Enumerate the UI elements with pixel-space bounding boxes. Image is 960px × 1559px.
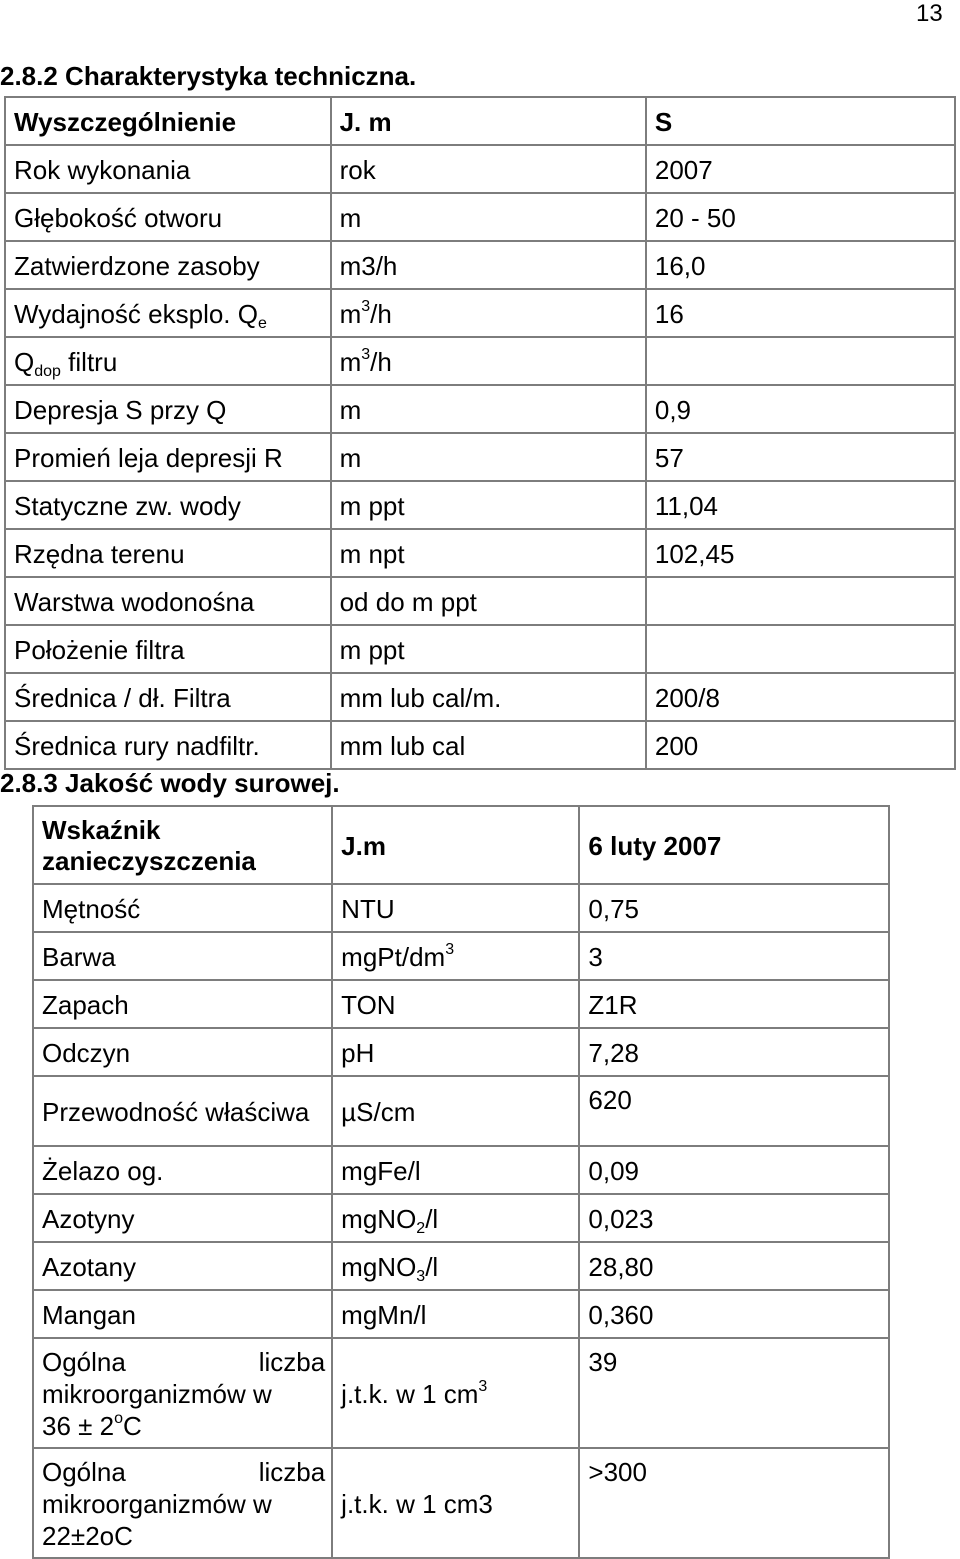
table-row bbox=[33, 980, 889, 1028]
table-row bbox=[5, 193, 955, 241]
row-unit: m ppt bbox=[331, 625, 646, 673]
raw-water-quality-table bbox=[32, 805, 890, 1559]
row-label: Statyczne zw. wody bbox=[5, 481, 331, 529]
table-row bbox=[33, 1194, 889, 1242]
technical-characteristics-table bbox=[4, 96, 956, 770]
row-value: 0,9 bbox=[646, 385, 955, 433]
row-value: 620 bbox=[579, 1076, 889, 1146]
row-value: 0,023 bbox=[579, 1194, 889, 1242]
section-heading-technical: 2.8.2 Charakterystyka techniczna. bbox=[0, 61, 417, 91]
row-value: 16,0 bbox=[646, 241, 955, 289]
table-row bbox=[33, 1242, 889, 1290]
row-value: Z1R bbox=[579, 980, 889, 1028]
row-label: Zatwierdzone zasoby bbox=[5, 241, 331, 289]
row-value: 0,09 bbox=[579, 1146, 889, 1194]
page-number: 13 bbox=[916, 0, 943, 27]
row-unit: m ppt bbox=[331, 481, 646, 529]
row-unit: j.t.k. w 1 $cm^3$ bbox=[332, 1338, 579, 1448]
row-unit: µS/cm bbox=[332, 1076, 579, 1146]
row-label: Mangan bbox=[33, 1290, 332, 1338]
row-label: Rok wykonania bbox=[5, 145, 331, 193]
row-unit: mm lub cal/m. bbox=[331, 673, 646, 721]
row-unit: $m^3/h$ bbox=[331, 337, 646, 385]
row-unit: mgMn/l bbox=[332, 1290, 579, 1338]
table-row bbox=[33, 1028, 889, 1076]
row-unit: $m^3/h$ bbox=[331, 289, 646, 337]
row-label: Wydajność eksplo. $Q_e$ bbox=[5, 289, 331, 337]
row-unit: mgNO$_3$/l bbox=[332, 1242, 579, 1290]
row-label: $Q_{dop}$ filtru bbox=[5, 337, 331, 385]
row-label: Rzędna terenu bbox=[5, 529, 331, 577]
table-row bbox=[5, 625, 955, 673]
row-label: Azotany bbox=[33, 1242, 332, 1290]
column-header-item: Wyszczególnienie bbox=[5, 97, 331, 145]
row-unit: pH bbox=[332, 1028, 579, 1076]
row-value bbox=[646, 337, 955, 385]
row-unit: mgFe/l bbox=[332, 1146, 579, 1194]
table-row bbox=[33, 1290, 889, 1338]
table-row bbox=[33, 884, 889, 932]
row-value: 16 bbox=[646, 289, 955, 337]
row-value: 57 bbox=[646, 433, 955, 481]
row-value: 200/8 bbox=[646, 673, 955, 721]
row-label: Barwa bbox=[33, 932, 332, 980]
row-label: Przewodność właściwa bbox=[33, 1076, 332, 1146]
row-label: Ogólna liczba mikroorganizmów w 22±2oC bbox=[33, 1448, 332, 1558]
row-label: Średnica rury nadfiltr. bbox=[5, 721, 331, 769]
row-value: 0,360 bbox=[579, 1290, 889, 1338]
table-row bbox=[5, 337, 955, 385]
row-unit: m bbox=[331, 193, 646, 241]
row-value: 39 bbox=[579, 1338, 889, 1448]
row-label: Głębokość otworu bbox=[5, 193, 331, 241]
row-value: 0,75 bbox=[579, 884, 889, 932]
row-unit: m3/h bbox=[331, 241, 646, 289]
row-label: Odczyn bbox=[33, 1028, 332, 1076]
row-label: Średnica / dł. Filtra bbox=[5, 673, 331, 721]
row-value bbox=[646, 577, 955, 625]
table-row bbox=[5, 145, 955, 193]
row-label: Zapach bbox=[33, 980, 332, 1028]
row-unit: mgNO$_2$/l bbox=[332, 1194, 579, 1242]
table-row bbox=[5, 721, 955, 769]
table-header-row bbox=[5, 97, 955, 145]
row-value: 28,80 bbox=[579, 1242, 889, 1290]
row-label: Depresja S przy Q bbox=[5, 385, 331, 433]
table-row bbox=[33, 932, 889, 980]
table-row bbox=[5, 577, 955, 625]
column-header-unit: J. m bbox=[331, 97, 646, 145]
row-value: 20 - 50 bbox=[646, 193, 955, 241]
row-label: Azotyny bbox=[33, 1194, 332, 1242]
table-row bbox=[33, 1448, 889, 1558]
row-value: >300 bbox=[579, 1448, 889, 1558]
row-label: Ogólna liczba mikroorganizmów w $36 \pm 2^oC$ bbox=[33, 1338, 332, 1448]
row-value bbox=[646, 625, 955, 673]
table-row bbox=[5, 241, 955, 289]
row-label: Mętność bbox=[33, 884, 332, 932]
row-unit: rok bbox=[331, 145, 646, 193]
column-header-indicator: Wskaźnik zanieczyszczenia bbox=[33, 806, 332, 884]
table-header-row bbox=[33, 806, 889, 884]
row-unit: od do m ppt bbox=[331, 577, 646, 625]
table-row bbox=[5, 289, 955, 337]
row-unit: mm lub cal bbox=[331, 721, 646, 769]
column-header-date: 6 luty 2007 bbox=[579, 806, 889, 884]
table-row bbox=[5, 385, 955, 433]
table-row bbox=[33, 1338, 889, 1448]
row-value: 200 bbox=[646, 721, 955, 769]
row-unit: m bbox=[331, 385, 646, 433]
table-row bbox=[5, 529, 955, 577]
column-header-unit: J.m bbox=[332, 806, 579, 884]
table-row bbox=[5, 673, 955, 721]
row-unit: NTU bbox=[332, 884, 579, 932]
row-label: Położenie filtra bbox=[5, 625, 331, 673]
row-unit: j.t.k. w 1 cm3 bbox=[332, 1448, 579, 1558]
row-unit: m npt bbox=[331, 529, 646, 577]
row-value: 3 bbox=[579, 932, 889, 980]
column-header-value: S bbox=[646, 97, 955, 145]
row-unit: TON bbox=[332, 980, 579, 1028]
row-value: 11,04 bbox=[646, 481, 955, 529]
row-unit: mgPt/$dm^3$ bbox=[332, 932, 579, 980]
table-row bbox=[33, 1146, 889, 1194]
row-label: Żelazo og. bbox=[33, 1146, 332, 1194]
table-row bbox=[33, 1076, 889, 1146]
row-label: Promień leja depresji R bbox=[5, 433, 331, 481]
row-label: Warstwa wodonośna bbox=[5, 577, 331, 625]
table-row bbox=[5, 481, 955, 529]
row-value: 102,45 bbox=[646, 529, 955, 577]
row-value: 7,28 bbox=[579, 1028, 889, 1076]
table-row bbox=[5, 433, 955, 481]
section-heading-water-quality: 2.8.3 Jakość wody surowej. bbox=[0, 768, 340, 798]
row-value: 2007 bbox=[646, 145, 955, 193]
row-unit: m bbox=[331, 433, 646, 481]
